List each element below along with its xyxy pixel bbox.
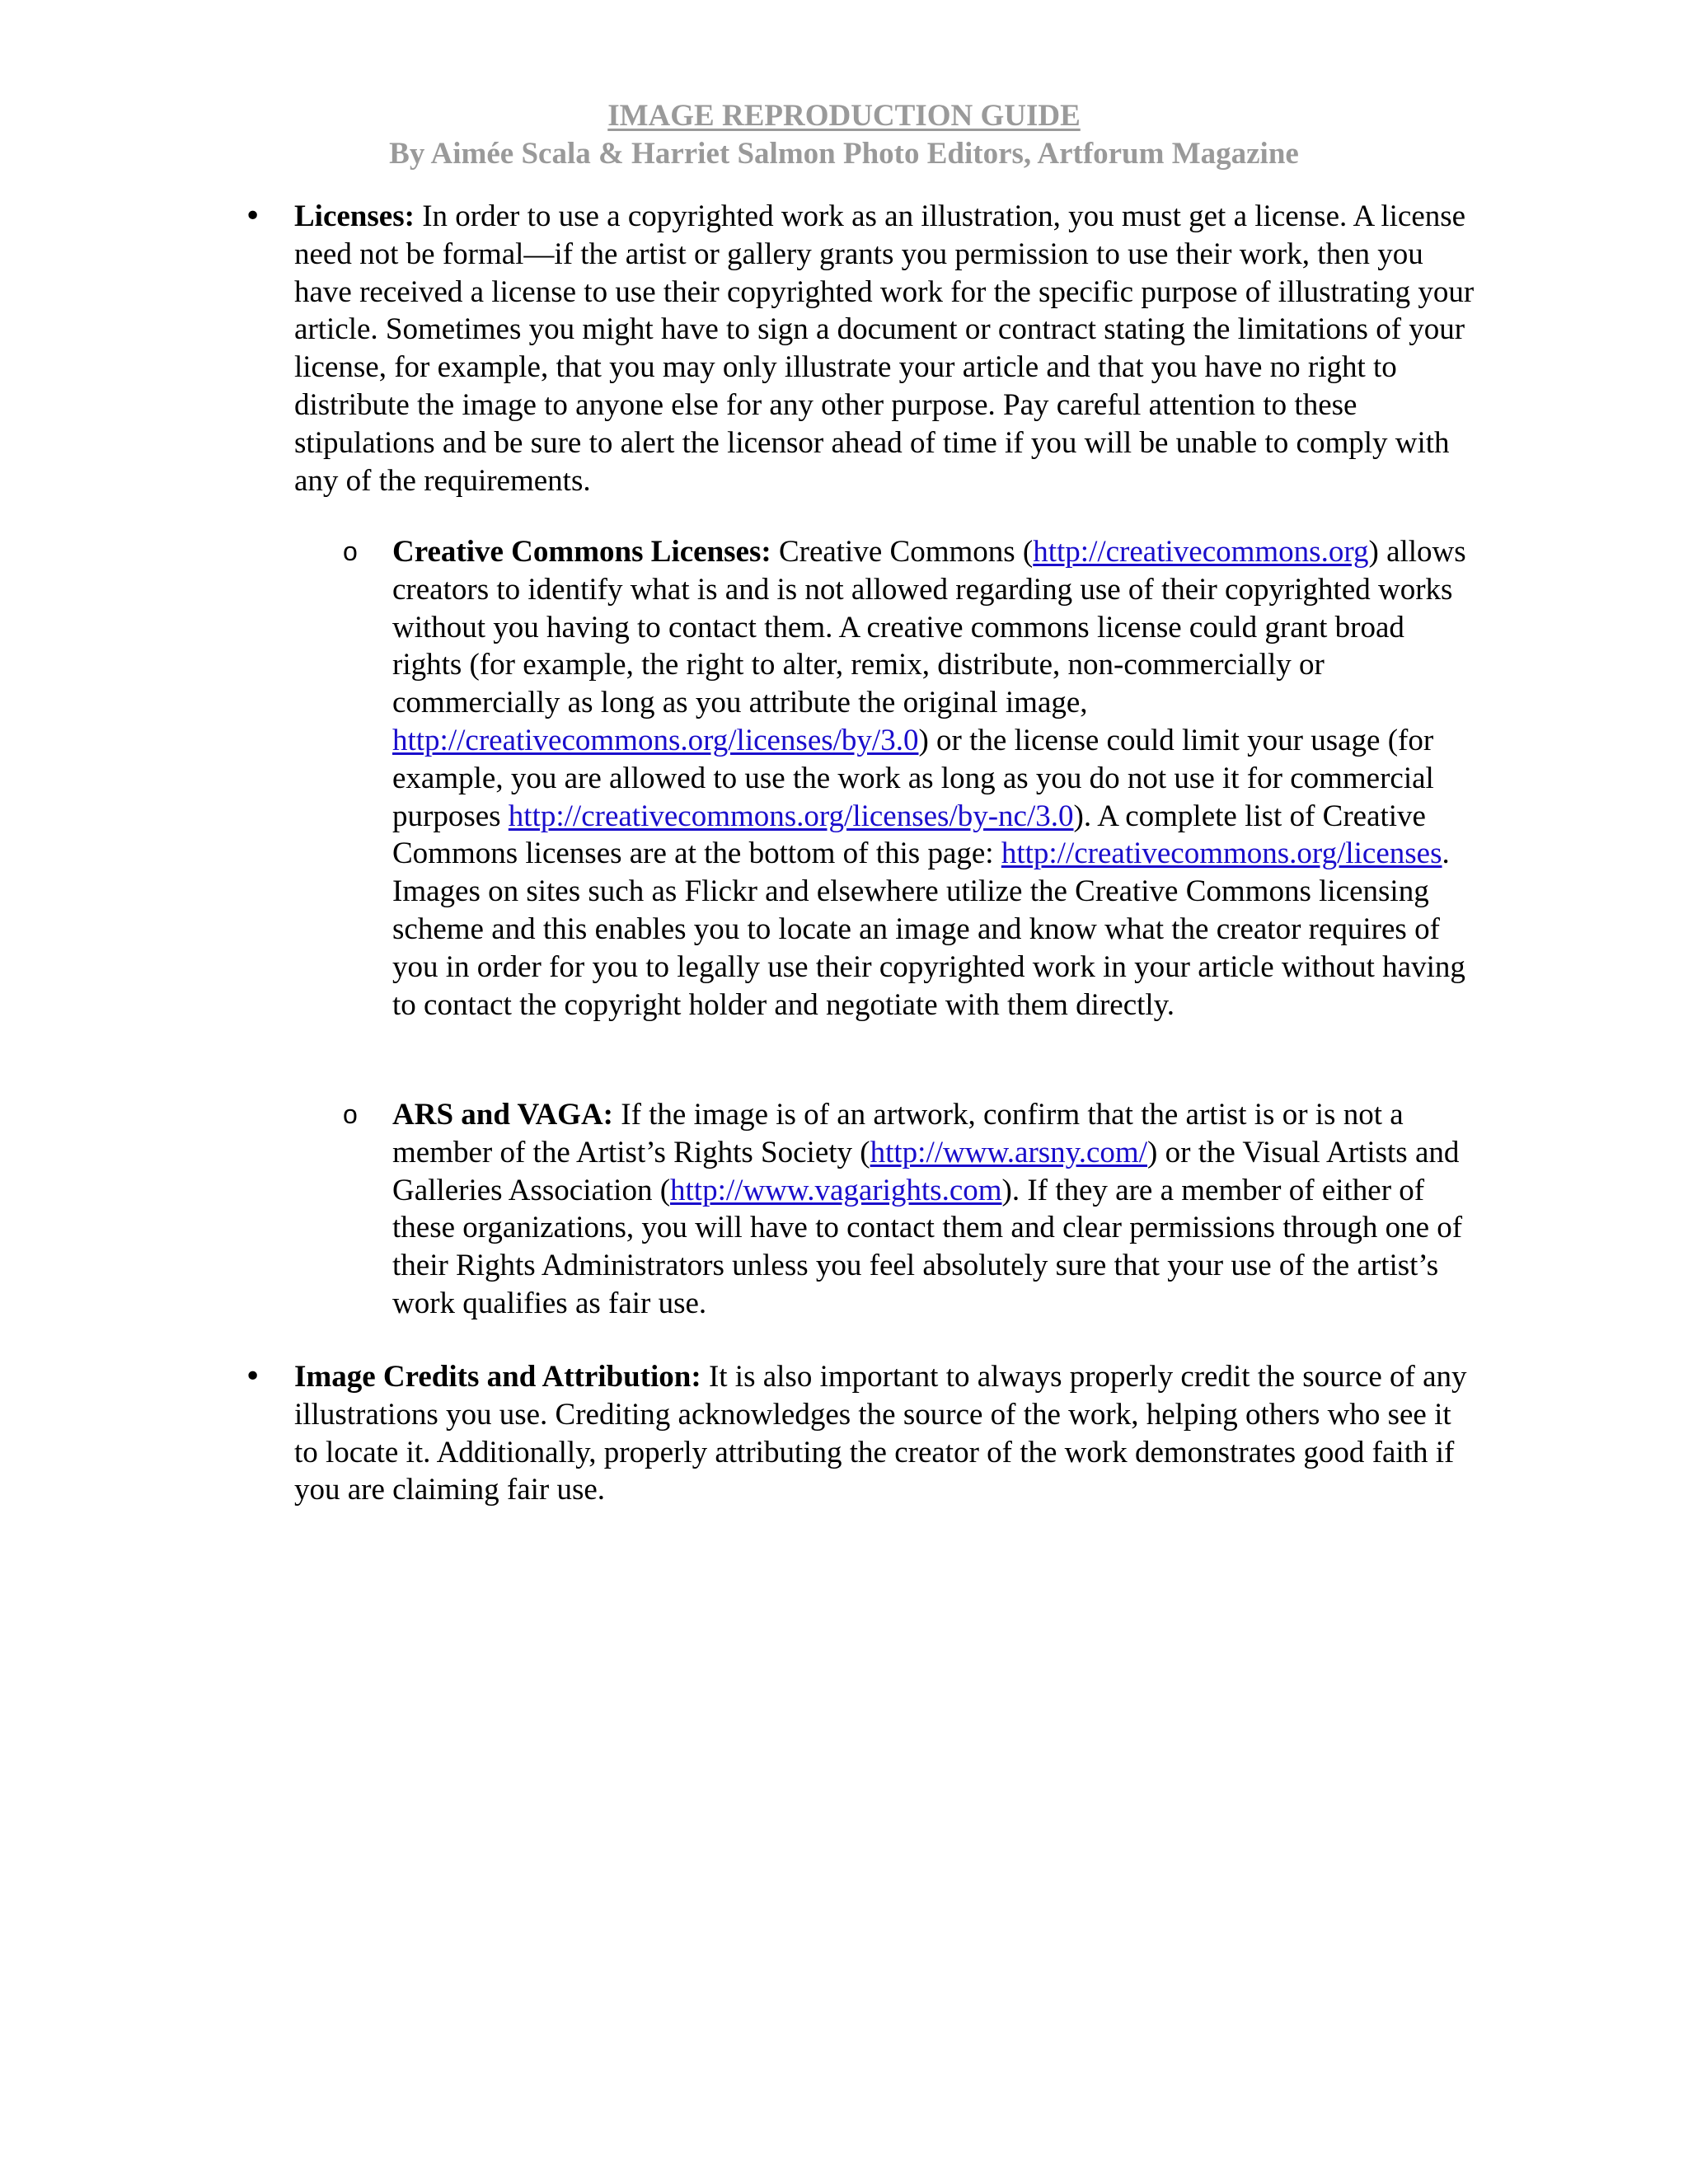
link-arsny[interactable]: http://www.arsny.com/: [870, 1135, 1147, 1169]
image-credits-heading: Image Credits and Attribution:: [294, 1360, 701, 1394]
link-creativecommons-org[interactable]: http://creativecommons.org: [1033, 535, 1369, 569]
document-byline: By Aimée Scala & Harriet Salmon Photo Editors, Artforum Magazine: [389, 137, 1299, 171]
ars-vaga-heading: ARS and VAGA:: [392, 1098, 613, 1132]
bullet-icon: •: [244, 199, 262, 233]
subbullet-creative-commons: [343, 533, 1481, 1024]
licenses-heading: Licenses:: [294, 199, 415, 233]
document-header: [0, 97, 1688, 173]
bullet-image-credits: [244, 1358, 1481, 1509]
ars-vaga-text-2: ) or the Visual Artists and Galleries Association (: [392, 1135, 1460, 1207]
licenses-text: In order to use a copyrighted work as an illustration, you must get a license. A license need not be formal—if the artist or gallery grants you permission to use their work, then you have received a license to use their copyrighted work for the specific purpose of illustrating your article. Sometimes you might have to sign a document or contract stating the limitations of your license, for example, that you may only illustrate your article and that you have no right to distribute the image to anyone else for any other purpose. Pay careful attention to these stipulations and be sure to alert the licensor ahead of time if you will be unable to comply with any of the requirements.: [294, 199, 1475, 498]
creative-commons-text-4: ). A complete list of Creative Commons licenses are at the bottom of this page:: [392, 799, 1426, 871]
subbullet-ars-vaga: [343, 1096, 1481, 1323]
creative-commons-text-2: ) allows creators to identify what is and is not allowed regarding use of their copyrighted works without you having to contact them. A creative commons license could grant broad rights (for example, the right to alter, remix, distribute, non-commercially or commercially as long as you attribute the original image,: [392, 535, 1466, 720]
document-title: IMAGE REPRODUCTION GUIDE: [607, 99, 1081, 133]
image-credits-text: It is also important to always properly credit the source of any illustrations you use. Crediting acknowledges the source of the work, helping others who see it to locate it. Additionally, properly attributing the creator of the work demonstrates good faith if you are claiming fair use.: [294, 1360, 1467, 1507]
link-cc-licenses[interactable]: http://creativecommons.org/licenses: [1001, 837, 1442, 871]
creative-commons-text-1: Creative Commons (: [771, 535, 1034, 569]
bullet-icon: •: [244, 1360, 262, 1394]
sub-bullet-icon: o: [343, 1099, 358, 1129]
creative-commons-text-3: ) or the license could limit your usage (for example, you are allowed to use the work as long as you do not use it for commercial purposes: [392, 723, 1434, 833]
creative-commons-text-5: . Images on sites such as Flickr and elsewhere utilize the Creative Commons licensing scheme and this enables you to locate an image and know what the creator requires of you in order for you to legally use their copyrighted work in your article without having to contact the copyright holder and negotiate with them directly.: [392, 837, 1465, 1022]
ars-vaga-text-1: If the image is of an artwork, confirm that the artist is or is not a member of the Artist’s Rights Society (: [392, 1098, 1404, 1169]
bullet-licenses: [244, 198, 1481, 499]
link-cc-by-3-0[interactable]: http://creativecommons.org/licenses/by/3.0: [392, 723, 919, 757]
link-vagarights[interactable]: http://www.vagarights.com: [670, 1173, 1002, 1207]
link-cc-by-nc-3-0[interactable]: http://creativecommons.org/licenses/by-nc/3.0: [508, 799, 1074, 833]
sub-bullet-icon: o: [343, 537, 358, 566]
ars-vaga-text-3: ). If they are a member of either of these organizations, you will have to contact them and clear permissions through one of their Rights Administrators unless you feel absolutely sure that your use of the artist’s work qualifies as fair use.: [392, 1173, 1463, 1320]
creative-commons-heading: Creative Commons Licenses:: [392, 535, 771, 569]
